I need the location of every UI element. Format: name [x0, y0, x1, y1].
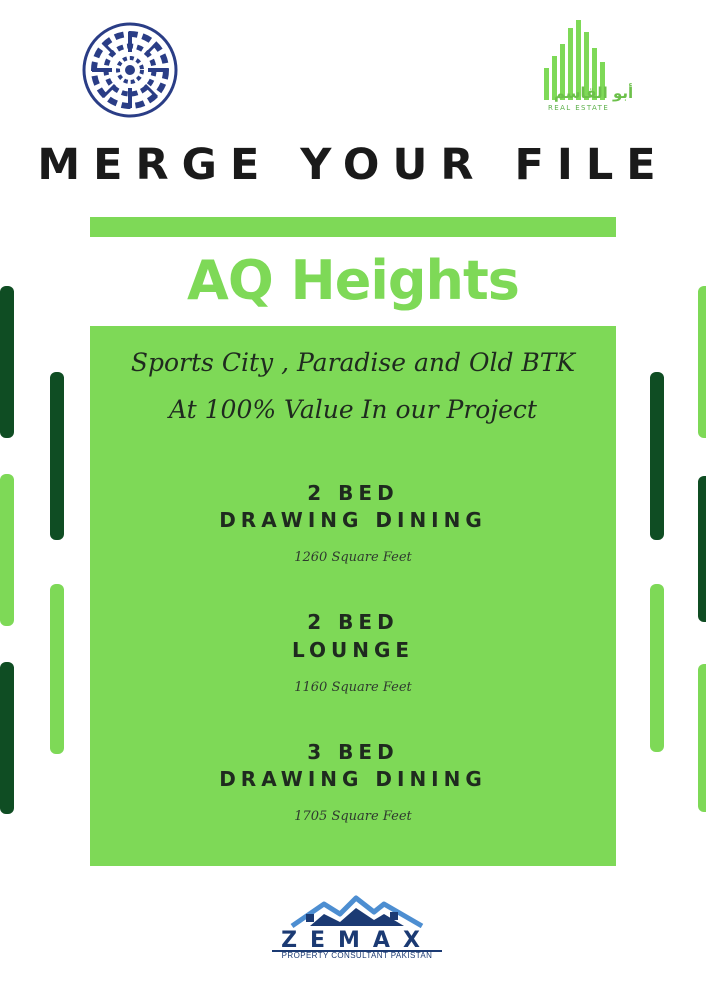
decor-bar-left-2 [50, 372, 64, 540]
decor-bar-right-3 [698, 476, 706, 622]
decor-bar-right-2 [650, 372, 664, 540]
zemax-wordmark: ZEMAX [281, 928, 433, 953]
unit-3-bedrooms: 3 BED [307, 740, 399, 764]
brand-real-estate-label: REAL ESTATE [548, 104, 610, 112]
decor-bar-left-4 [50, 584, 64, 754]
unit-2-bedrooms: 2 BED [307, 610, 399, 634]
card-top-strip [90, 217, 616, 237]
decor-bar-right-4 [650, 584, 664, 752]
tagline-line-1: Sports City , Paradise and Old BTK [130, 348, 576, 377]
unit-2-layout: LOUNGE [291, 638, 415, 662]
decor-bar-left-1 [0, 286, 14, 438]
decor-bar-left-3 [0, 474, 14, 626]
unit-3-size: 1705 Square Feet [294, 809, 412, 824]
unit-3-layout: DRAWING DINING [219, 767, 487, 791]
unit-1-bedrooms: 2 BED [307, 481, 399, 505]
unit-2-size: 1160 Square Feet [294, 680, 412, 695]
brand-arabic-name: أبو القاسم [554, 84, 634, 102]
real-estate-buildings-logo [540, 18, 612, 118]
headline: MERGE YOUR FILE [37, 140, 669, 190]
zemax-tagline: PROPERTY CONSULTANT PAKISTAN [281, 951, 433, 960]
tagline-line-2: At 100% Value In our Project [169, 395, 537, 424]
decor-bar-right-5 [698, 664, 706, 812]
unit-1-size: 1260 Square Feet [294, 550, 412, 565]
decor-bar-left-5 [0, 662, 14, 814]
circular-emblem-logo [82, 22, 178, 118]
unit-1-layout: DRAWING DINING [219, 508, 487, 532]
decor-bar-right-1 [698, 286, 706, 438]
project-title: AQ Heights [187, 249, 519, 312]
